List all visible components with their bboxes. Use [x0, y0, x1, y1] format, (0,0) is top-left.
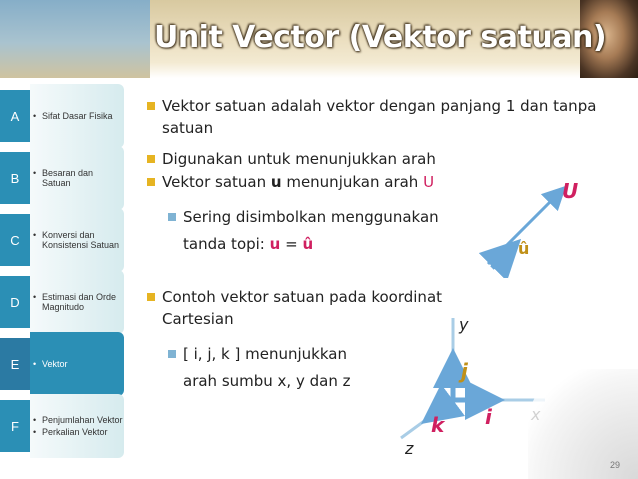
vector-u-symbol: u	[269, 235, 281, 253]
sub-bullet-hat	[183, 206, 483, 228]
bullet-text: Vektor satuan	[162, 173, 271, 191]
bullet-text: Vektor satuan adalah vektor dengan panjang 1 dan tanpa satuan	[162, 97, 597, 137]
bullet-text: menunjukan arah	[281, 173, 424, 191]
y-axis-label: y	[459, 315, 469, 334]
bullet-marker	[168, 213, 176, 221]
bullet-purpose	[162, 148, 492, 170]
bullet-marker	[168, 350, 176, 358]
sub-bullet-hat-line2	[183, 233, 483, 255]
nav-letter: B	[0, 152, 30, 204]
unit-vector-figure	[470, 168, 590, 278]
nav-card: • Penjumlahan Vektor • Perkalian Vektor	[30, 394, 124, 458]
bullet-text: [ i, j, k ] menunjukkan	[183, 345, 347, 363]
bullet-text: arah sumbu x, y dan z	[183, 372, 351, 390]
nav-letter: C	[0, 214, 30, 266]
sub-bullet-ijk-line2	[183, 370, 393, 392]
nav-letter: E	[0, 338, 30, 390]
bullet-direction	[162, 171, 492, 193]
nav-item-label: Besaran dan Satuan	[42, 168, 94, 188]
nav-item-label: Penjumlahan Vektor	[42, 415, 123, 425]
slide-title: Unit Vector (Vektor satuan)	[153, 20, 607, 55]
university-seal-watermark	[528, 369, 638, 479]
vector-U-symbol: U	[423, 173, 435, 191]
nav-item-label: Estimasi dan Orde Magnitudo	[42, 292, 117, 312]
nav-item-label: Konversi dan Konsistensi Satuan	[42, 230, 120, 250]
nav-item-label: Perkalian Vektor	[42, 427, 108, 437]
nav-card: • Estimasi dan Orde Magnitudo	[30, 270, 124, 334]
vector-u-symbol: u	[270, 173, 282, 191]
header-banner	[0, 0, 638, 78]
unit-vector-k-label: k	[431, 413, 445, 437]
unit-vector-label: û	[518, 239, 530, 258]
bullet-text: Sering disimbolkan menggunakan	[183, 208, 439, 226]
nav-card: • Konversi dan Konsistensi Satuan	[30, 208, 124, 272]
z-axis-label: z	[405, 439, 414, 458]
bullet-marker	[147, 155, 155, 163]
bullet-text: tanda topi:	[183, 235, 270, 253]
bullet-marker	[147, 178, 155, 186]
vector-U-label: U	[562, 179, 579, 203]
unit-vector-j-label: j	[461, 359, 468, 383]
nav-card: • Besaran dan Satuan	[30, 146, 124, 210]
vector-uhat-symbol: û	[302, 235, 314, 253]
nav-item-label: Sifat Dasar Fisika	[42, 111, 113, 121]
sub-bullet-ijk	[183, 343, 393, 365]
bullet-text: Contoh vektor satuan pada koordinat Cartesian	[162, 288, 443, 328]
unit-vector-i-label: i	[485, 405, 492, 429]
nav-letter: A	[0, 90, 30, 142]
bullet-marker	[147, 102, 155, 110]
bullet-text: Digunakan untuk menunjukkan arah	[162, 150, 436, 168]
bullet-marker	[147, 293, 155, 301]
nav-item-label: Vektor	[42, 359, 68, 369]
page-number: 29	[609, 460, 620, 470]
nav-letter: D	[0, 276, 30, 328]
bullet-definition	[162, 95, 622, 139]
nav-card: • Vektor	[30, 332, 124, 396]
nav-letter: F	[0, 400, 30, 452]
nav-card: • Sifat Dasar Fisika	[30, 84, 124, 148]
bullet-text: =	[280, 235, 303, 253]
